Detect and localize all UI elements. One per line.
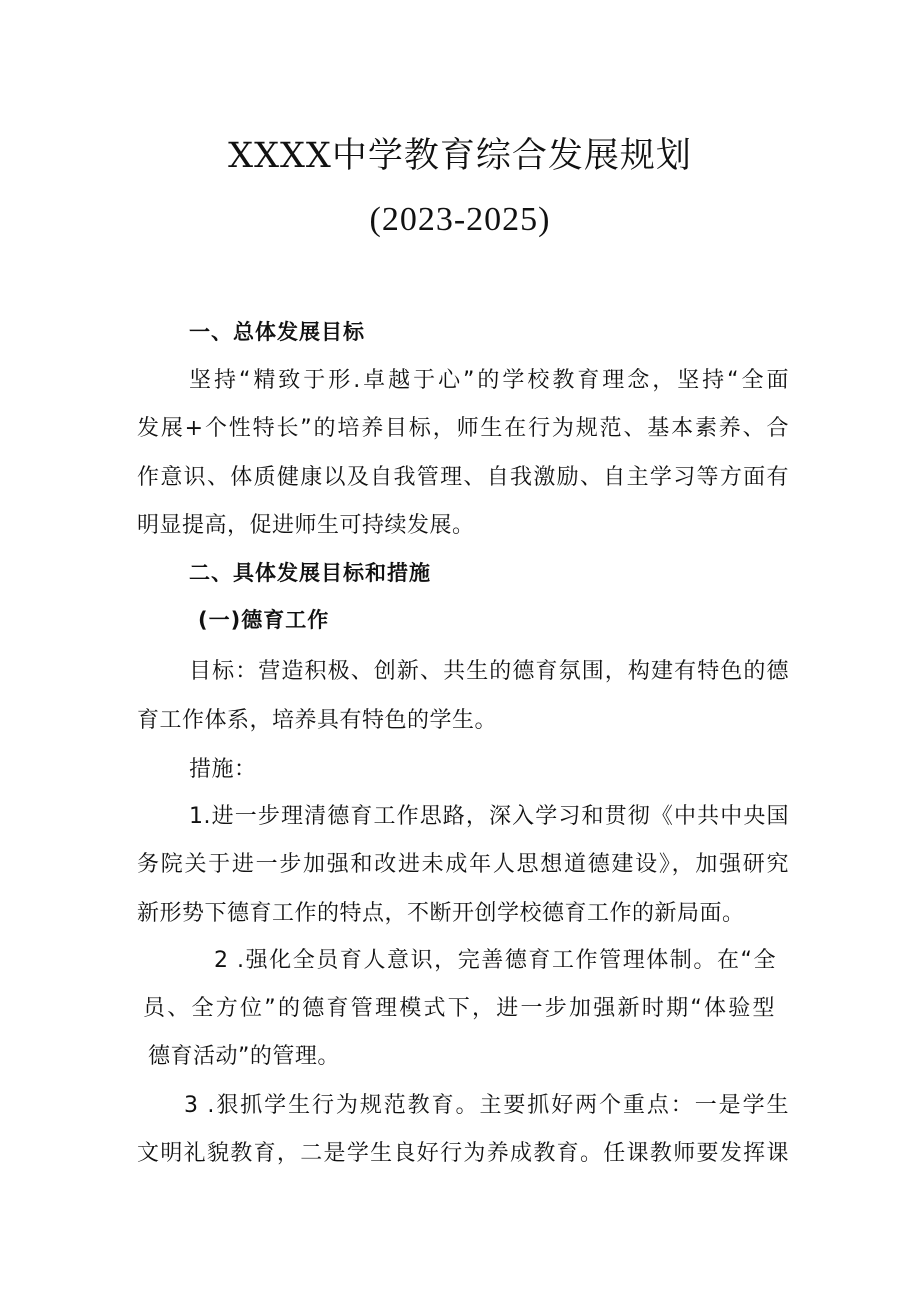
paragraph-line: 新形势下德育工作的特点，不断开创学校德育工作的新局面。 bbox=[137, 901, 745, 926]
paragraph-line: 文明礼貌教育，二是学生良好行为养成教育。任课教师要发挥课 bbox=[137, 1141, 789, 1166]
paragraph-line: 1.进一步理清德育工作思路，深入学习和贯彻《中共中央国 bbox=[189, 804, 789, 829]
paragraph-line: 育工作体系，培养具有特色的学生。 bbox=[137, 708, 498, 733]
section-heading-1: 一、总体发展目标 bbox=[189, 320, 365, 344]
paragraph-line: 2 .强化全员育人意识，完善德育工作管理体制。在“全 bbox=[214, 948, 776, 973]
paragraph-line: 明显提高，促进师生可持续发展。 bbox=[137, 513, 475, 538]
measures-label: 措施： bbox=[189, 757, 257, 782]
paragraph-line: 德育活动”的管理。 bbox=[148, 1044, 340, 1069]
document-title: XXXX中学教育综合发展规划 bbox=[228, 136, 692, 176]
paragraph-line: 坚持“精致于形.卓越于心”的学校教育理念，坚持“全面 bbox=[189, 368, 789, 393]
paragraph-line: 发展+个性特长”的培养目标，师生在行为规范、基本素养、合 bbox=[137, 416, 789, 441]
subsection-heading: (一)德育工作 bbox=[198, 608, 330, 632]
paragraph-line: 员、全方位”的德育管理模式下，进一步加强新时期“体验型 bbox=[143, 996, 775, 1021]
paragraph-line: 务院关于进一步加强和改进未成年人思想道德建设》，加强研究 bbox=[137, 852, 789, 877]
document-period: (2023-2025) bbox=[369, 201, 551, 238]
paragraph-line: 目标：营造积极、创新、共生的德育氛围，构建有特色的德 bbox=[189, 659, 789, 684]
paragraph-line: 3 .狠抓学生行为规范教育。主要抓好两个重点：一是学生 bbox=[184, 1093, 789, 1118]
section-heading-2: 二、具体发展目标和措施 bbox=[189, 561, 431, 585]
paragraph-line: 作意识、体质健康以及自我管理、自我激励、自主学习等方面有 bbox=[137, 465, 789, 490]
